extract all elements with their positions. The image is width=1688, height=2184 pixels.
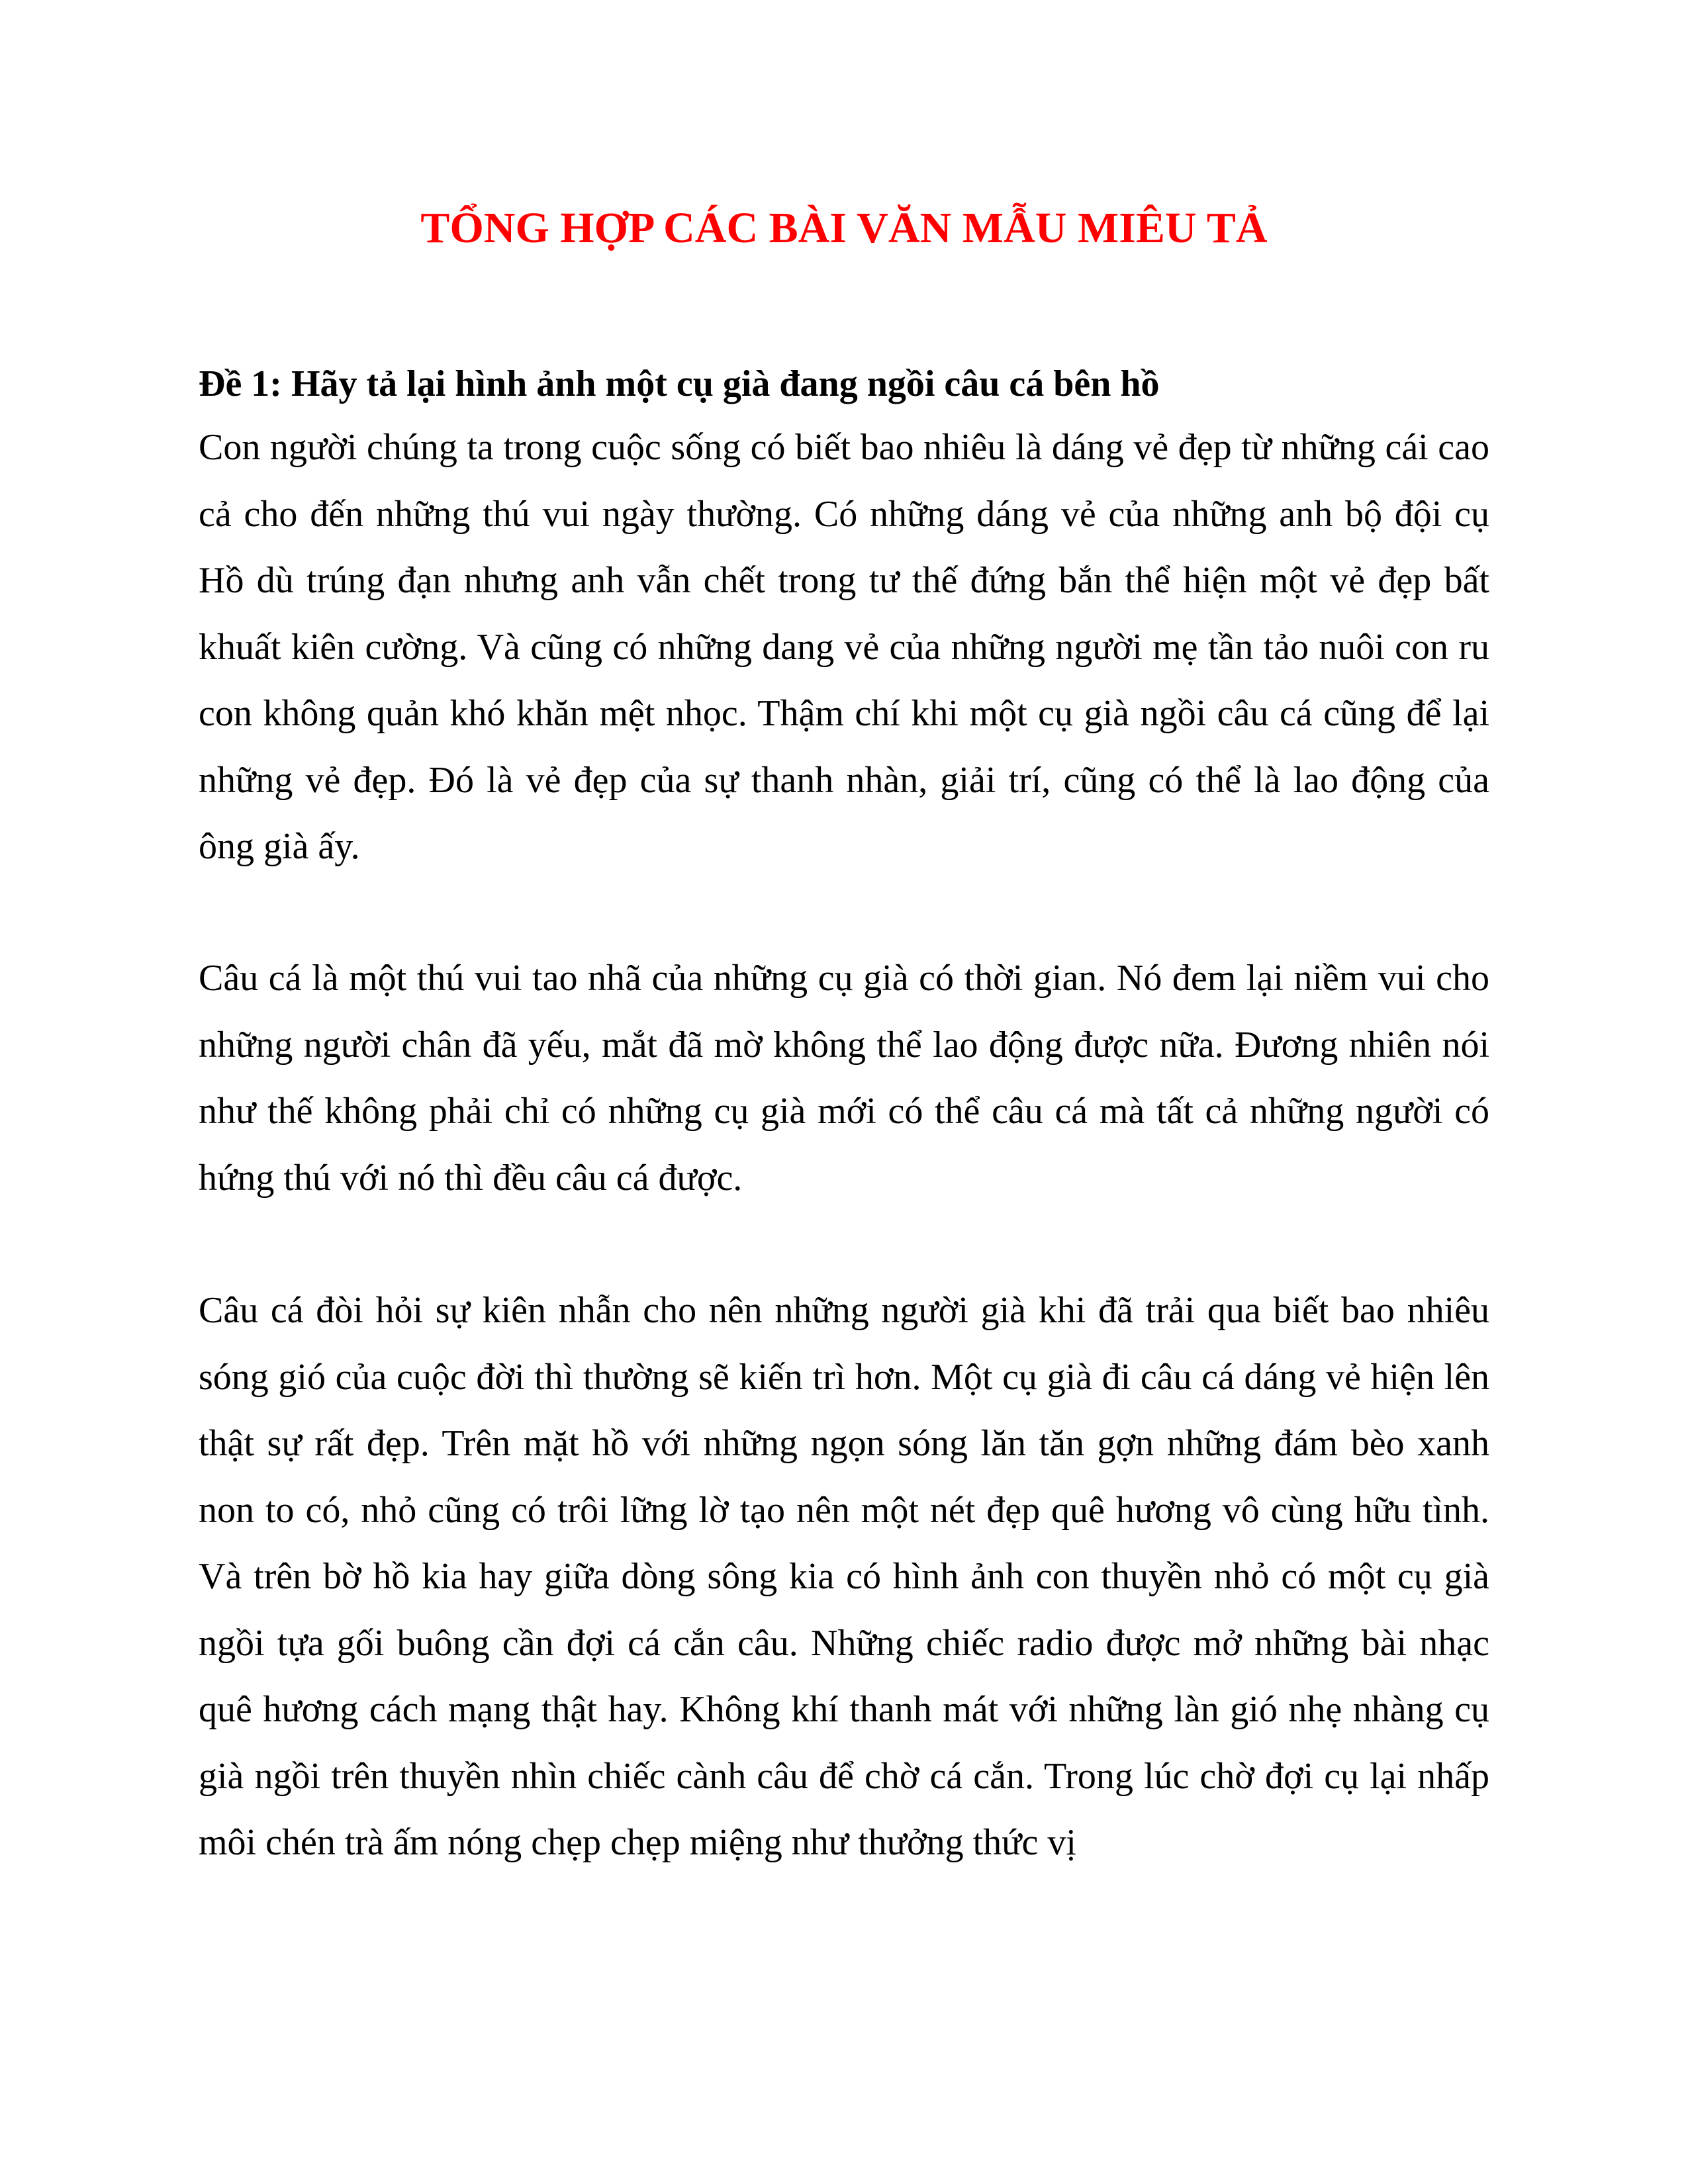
paragraph-3: Câu cá đòi hỏi sự kiên nhẫn cho nên những người già khi đã trải qua biết bao nhiêu sóng gió của cuộc đời thì thường sẽ kiến trì hơn. Một cụ già đi câu cá dáng vẻ hiện lên thật sự rất đẹp. Trên mặt hồ với những ngọn sóng lăn tăn gợn những đám bèo xanh non to có, nhỏ cũng có trôi lững lờ tạo nên một nét đẹp quê hương vô cùng hữu tình. Và trên bờ hồ kia hay giữa dòng sông kia có hình ảnh con thuyền nhỏ có một cụ già ngồi tựa gối buông cần đợi cá cắn câu. Những chiếc radio được mở những bài nhạc quê hương cách mạng thật hay. Không khí thanh mát với những làn gió nhẹ nhàng cụ già ngồi trên thuyền nhìn chiếc cành câu để chờ cá cắn. Trong lúc chờ đợi cụ lại nhấp môi chén trà ấm nóng chẹp chẹp miệng như thưởng thức vị	[199, 1290, 1489, 1863]
paragraph-2: Câu cá là một thú vui tao nhã của những cụ già có thời gian. Nó đem lại niềm vui cho những người chân đã yếu, mắt đã mờ không thể lao động được nữa. Đương nhiên nói như thế không phải chỉ có những cụ già mới có thể câu cá mà tất cả những người có hứng thú với nó thì đều câu cá được.	[199, 958, 1489, 1199]
document-title: TỔNG HỢP CÁC BÀI VĂN MẪU MIÊU TẢ	[420, 204, 1268, 252]
document-page	[199, 0, 1489, 2184]
paragraph-1: Con người chúng ta trong cuộc sống có biết bao nhiêu là dáng vẻ đẹp từ những cái cao cả cho đến những thú vui ngày thường. Có những dáng vẻ của những anh bộ đội cụ Hồ dù trúng đạn nhưng anh vẫn chết trong tư thế đứng bắn thể hiện một vẻ đẹp bất khuất kiên cường. Và cũng có những dang vẻ của những người mẹ tần tảo nuôi con ru con không quản khó khăn mệt nhọc. Thậm chí khi một cụ già ngồi câu cá cũng để lại những vẻ đẹp. Đó là vẻ đẹp của sự thanh nhàn, giải trí, cũng có thể là lao động của ông già ấy.	[199, 427, 1489, 867]
section-heading: Đề 1: Hãy tả lại hình ảnh một cụ già đang ngồi câu cá bên hồ	[199, 363, 1160, 404]
